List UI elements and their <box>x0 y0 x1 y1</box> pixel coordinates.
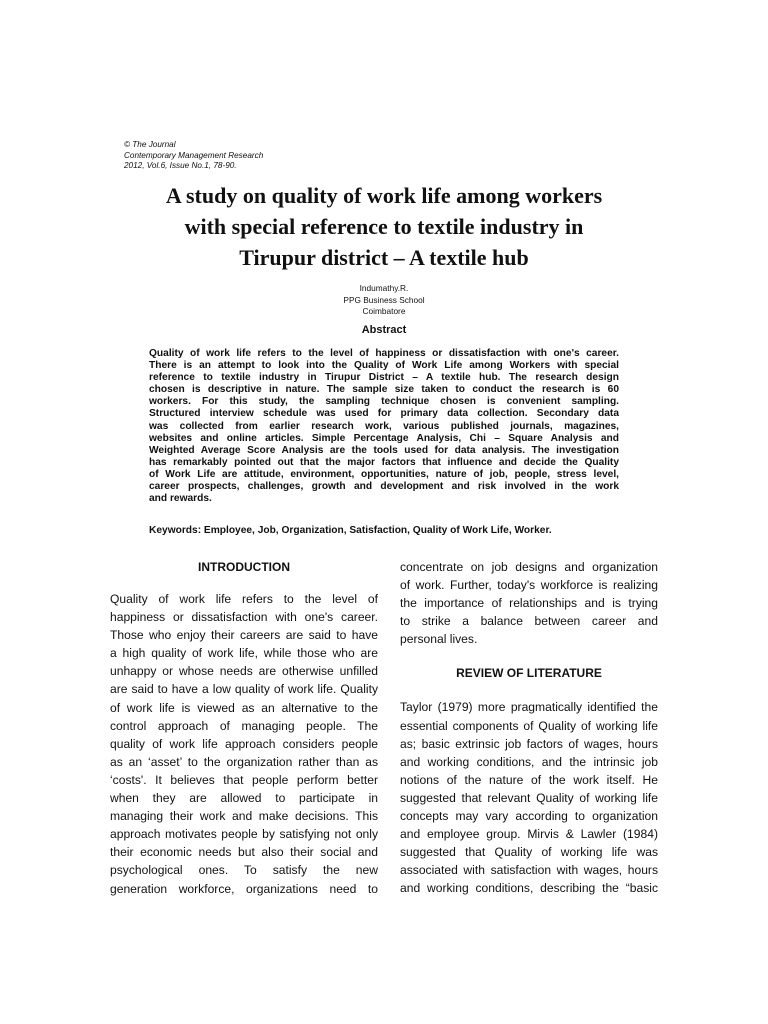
body-line: as; basic extrinsic job factors of wages, hours <box>400 736 658 751</box>
body-line: of work. Further, today's workforce is realizing <box>400 578 658 593</box>
body-line: happiness or dissatisfaction with one's career. <box>110 610 378 625</box>
body-line: and employee group. Mirvis & Lawler (1984) <box>400 827 658 842</box>
body-line: control approach of managing people. The <box>110 718 378 733</box>
abstract-line: workers. For this study, the sampling technique chosen is convenient sampling. <box>149 396 619 408</box>
body-line: suggested that relevant Quality of working life <box>400 790 658 805</box>
body-line: quality of work life approach considers people <box>110 736 378 751</box>
author-affiliation: PPG Business School <box>343 294 425 305</box>
body-line: concentrate on job designs and organization <box>400 560 658 574</box>
body-line: Taylor (1979) more pragmatically identified the <box>400 700 658 715</box>
author-name: Indumathy.R. <box>359 283 409 293</box>
journal-line-3: 2012, Vol.6, Issue No.1, 78-90. <box>124 161 237 170</box>
body-line: as an ‘asset’ to the organization rather than as <box>110 754 378 769</box>
abstract-line: Structured interview schedule was used for primary data collection. Secondary data <box>149 408 619 420</box>
abstract-heading: Abstract <box>361 324 407 336</box>
body-line: suggested that Quality of working life was <box>400 845 658 860</box>
right-column <box>400 558 658 898</box>
body-line: their economic needs but also their social and <box>110 845 378 860</box>
body-line: generation workforce, organizations need to <box>110 881 378 896</box>
abstract-line: reference to textile industry in Tirupur District – A textile hub. The research design <box>149 372 619 384</box>
body-line: and working conditions, and the intrinsic job <box>400 754 658 769</box>
abstract-line: There is an attempt to look into the Quality of Work Life among Workers with special <box>149 360 619 372</box>
abstract-line: has remarkably pointed out that the major factors that influence and decide the Quality <box>149 456 619 468</box>
body-line: ‘costs'. It believes that people perform better <box>110 772 378 787</box>
body-line: Those who enjoy their careers are said to have <box>110 628 378 643</box>
journal-line-2: Contemporary Management Research <box>124 150 264 160</box>
title-line: A study on quality of work life among workers <box>165 183 603 208</box>
paper-title <box>110 180 658 273</box>
body-line: notions of the nature of the work itself. He <box>400 772 658 787</box>
body-line: approach motivates people by satisfying not only <box>110 827 378 842</box>
body-line: concepts may vary according to organization <box>400 809 658 824</box>
abstract-line: Quality of work life refers to the level of happiness or dissatisfaction with one's career. <box>149 348 619 359</box>
abstract-line: and rewards. <box>149 493 212 505</box>
body-line: essential components of Quality of working life <box>400 718 658 733</box>
keywords: Keywords: Employee, Job, Organization, Satisfaction, Quality of Work Life, Worker. <box>149 525 552 536</box>
body-line: a high quality of work life, while those who are <box>110 646 378 661</box>
body-line: when they are allowed to participate in <box>110 791 378 806</box>
journal-citation <box>124 140 263 172</box>
abstract-line: websites and online articles. Simple Percentage Analysis, Chi – Square Analysis and <box>149 432 619 444</box>
author-block <box>0 283 768 318</box>
abstract-body <box>149 348 619 505</box>
body-line: of work life is viewed as an alternative to the <box>110 700 378 715</box>
body-line: psychological ones. To satisfy the new <box>110 863 378 878</box>
review-heading: REVIEW OF LITERATURE <box>456 666 602 681</box>
left-column <box>110 558 378 898</box>
body-line: the importance of relationships and is trying <box>400 596 658 611</box>
body-line: to strike a balance between career and <box>400 614 658 629</box>
abstract-line: chosen is descriptive in nature. The sample size taken to conduct the research is 60 <box>149 384 619 396</box>
body-line: are said to have a low quality of work life. Quality <box>110 682 378 697</box>
abstract-line: of Work Life are attitude, environment, opportunities, nature of job, people, stress level, <box>149 468 619 480</box>
abstract-line: career prospects, challenges, growth and development and risk involved in the work <box>149 481 619 493</box>
author-city: Coimbatore <box>362 306 406 316</box>
introduction-heading: INTRODUCTION <box>198 560 290 574</box>
body-line: unhappy or whose needs are otherwise unfilled <box>110 664 378 679</box>
body-line: personal lives. <box>400 632 478 647</box>
abstract-line: Weighted Average Score Analysis are the tools used for data analysis. The investigation <box>149 444 619 456</box>
body-line: and working conditions, describing the “basic <box>400 881 658 896</box>
title-line: Tirupur district – A textile hub <box>239 245 529 270</box>
body-line: associated with satisfaction with wages, hours <box>400 863 658 878</box>
abstract-line: was collected from earlier research work, various published journals, magazines, <box>149 420 619 432</box>
journal-line-1: © The Journal <box>124 140 176 149</box>
body-line: Quality of work life refers to the level of <box>110 592 378 606</box>
title-line: with special reference to textile industry in <box>184 214 584 239</box>
body-line: managing their work and make decisions. This <box>110 809 378 824</box>
